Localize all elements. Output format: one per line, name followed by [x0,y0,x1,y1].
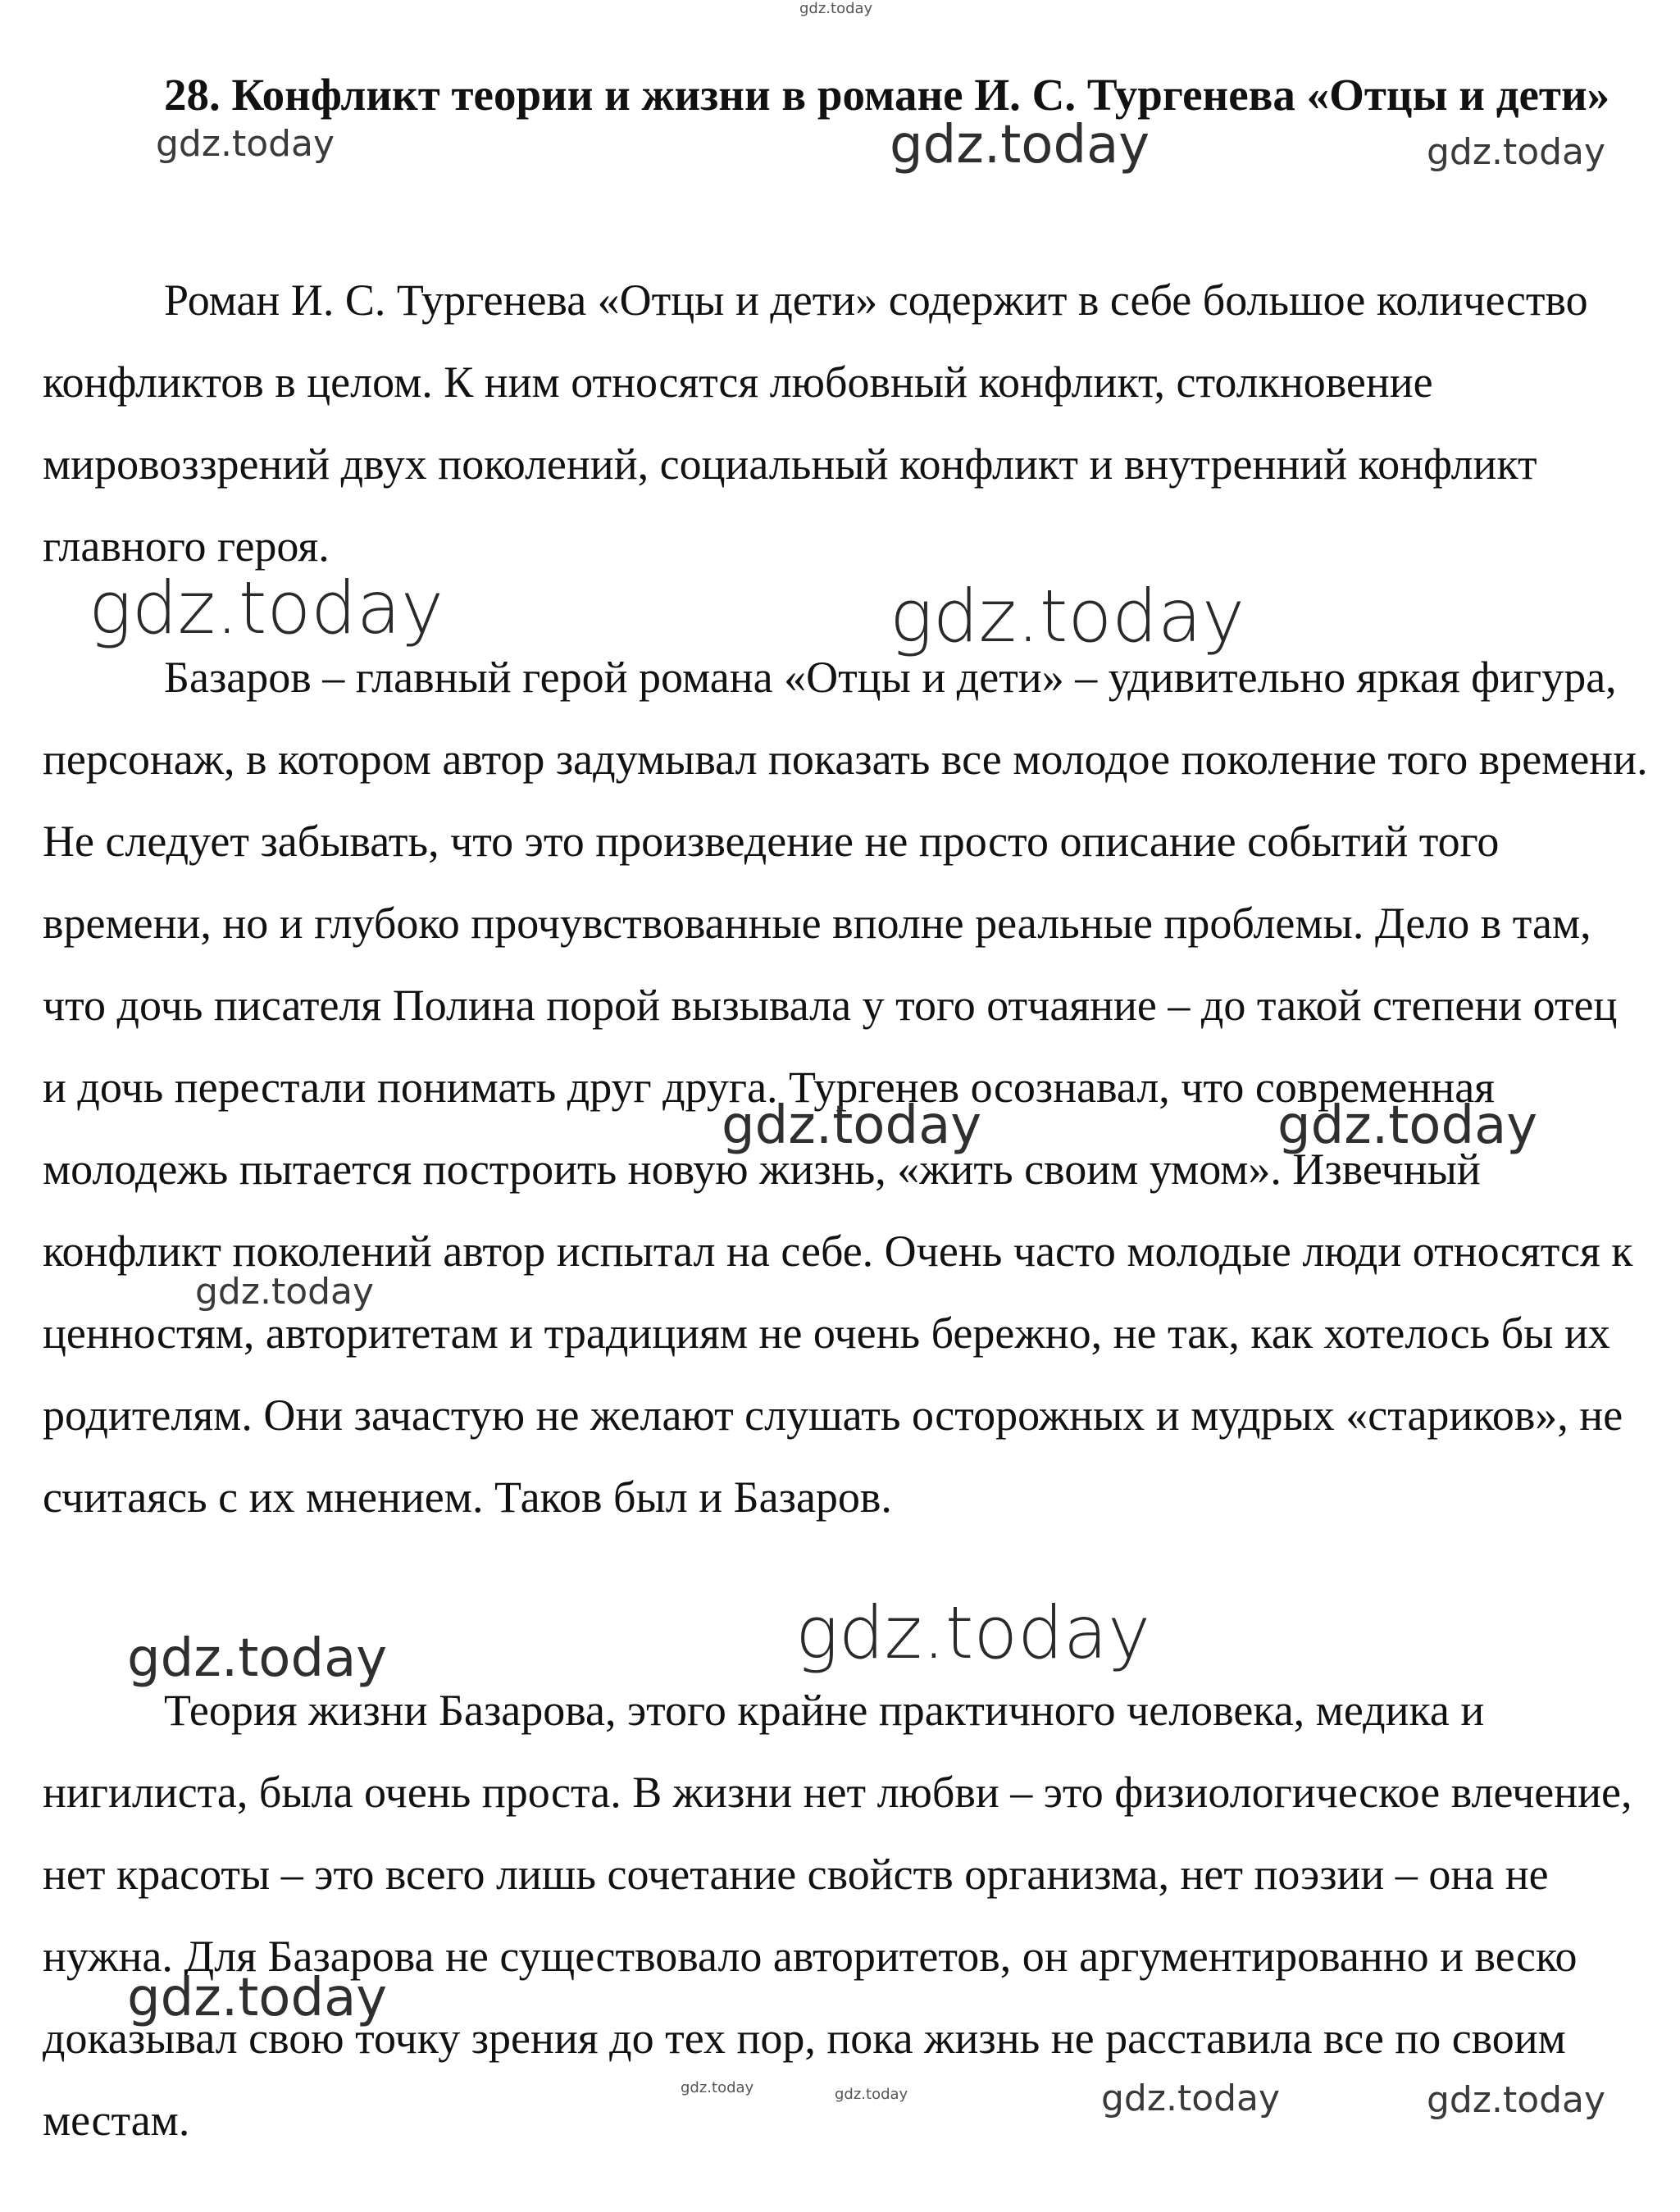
paragraph-3: Теория жизни Базарова, этого крайне практичного человека, медика и нигилиста, была очень проста. В жизни нет любви – это физиологическое влечение, нет красоты – это всего лишь сочетание свойств организма, нет поэзии – она не нужна. Для Базарова не существовало авторитетов, он аргументированно и веско доказывал свою точку зрения до тех пор, пока жизнь не расставила все по своим местам. [43,1686,1632,2145]
paragraph-1: Роман И. С. Тургенева «Отцы и дети» содержит в себе большое количество конфликтов в целом. К ним относятся любовный конфликт, столкновение мировоззрений двух поколений, социальный конфликт и внутренний конфликт главного героя. [43,275,1588,571]
watermark: gdz.today [1427,2079,1606,2121]
watermark: gdz.today [195,1271,375,1313]
watermark: gdz.today [890,574,1245,658]
watermark: gdz.today [1101,2078,1281,2119]
watermark: gdz.today [1277,1095,1538,1156]
paragraph-2: Базаров – главный герой романа «Отцы и дети» – удивительно яркая фигура, персонаж, в котором автор задумывал показать все молодое поколение того времени. Не следует забывать, что это произведение не просто описание событий того времени, но и глубоко прочувствованные вполне реальные проблемы. Дело в там, что дочь писателя Полина порой вызывала у того отчаяние – до такой степени отец и дочь перестали понимать друг друга. Тургенев осознавал, что современная молодежь пытается построить новую жизнь, «жить своим умом». Извечный конфликт поколений автор испытал на себе. Очень часто молодые люди относятся к ценностям, авторитетам и традициям не очень бережно, не так, как хотелось бы их родителям. Они зачастую не желают слушать осторожных и мудрых «стариков», не считаясь с их мнением. Таков был и Базаров. [43,653,1648,1522]
watermark: gdz.today [127,1628,388,1689]
document-title: 28. Конфликт теории и жизни в романе И. С. Тургенева «Отцы и дети» [164,70,1610,120]
watermark: gdz.today [89,566,444,650]
watermark: gdz.today [835,2086,908,2103]
watermark: gdz.today [890,115,1150,175]
watermark: gdz.today [795,1591,1151,1675]
watermark: gdz.today [156,123,335,165]
watermark: gdz.today [681,2079,754,2096]
watermark: gdz.today [722,1095,982,1156]
watermark: gdz.today [1427,131,1606,173]
watermark: gdz.today [127,1968,388,2028]
watermark: gdz.today [799,0,873,17]
